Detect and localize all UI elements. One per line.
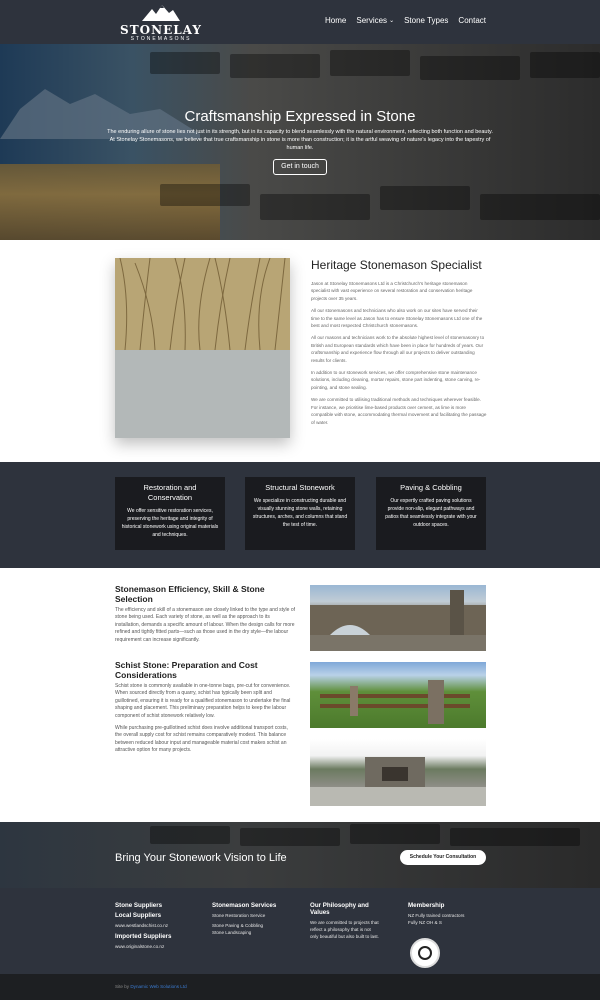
service-title: Structural Stonework [265,483,335,492]
heritage-paragraph: Jason at Stonelay Stonemasons Ltd is a Christchurch's heritage stonemason specialist with vast experience on several restoration and conservation heritage projects over 35 years. [311,281,473,301]
footer-text: NZ Fully trained contractors [408,913,465,918]
stone-wall-graphic [310,585,486,651]
service-text: Our expertly crafted paving solutions provide non-slip, elegant pathways and patios that seamlessly integrate with your outdoor spaces. [385,498,477,528]
footer-text: We are committed to projects that reflect a philosophy that is not only beautiful but also built to last. [310,920,379,939]
site-logo[interactable] [116,5,206,41]
stone-block [450,828,580,846]
fireplace-graphic [310,739,486,806]
heritage-paragraph: We are committed to utilising traditional methods and techniques wherever feasible. For instance, we prioritise lime-based products over cement, as lime is more compatible with stone, accommodating thermal movement and facilitating the passage of water. [311,397,487,425]
main-nav [325,16,486,25]
nav-contact[interactable]: Contact [458,16,486,25]
service-text: We offer sensitive restoration services, preserving the heritage and integrity of historical stonework using original materials and techniques. [121,508,219,538]
footer-link[interactable]: Stone Landscaping [212,930,252,935]
logo-subtitle: STONEMASONS [130,36,192,42]
footer-col-suppliers [115,902,205,950]
logo-name: STONELAY [120,23,202,37]
heritage-paragraph: All our stonemasons and technicians who also work on our sites have served their time to the same level as Jason has to ensure Stonelay Stonemasons Ltd one of the best and most respected Christchurch stonemasons. [311,308,483,329]
stone-block [150,52,220,74]
stone-block [230,54,320,78]
reeds-graphic [115,258,290,350]
stone-block [530,52,600,78]
schist-paragraph: While purchasing pre-guillotined schist does involve additional transport costs, the overall supply cost for schist remains comparatively modest. This balance between reduced labour input and manageable material cost makes schist an attractive option for many projects. [115,725,288,754]
footer-link[interactable]: www.westlandschist.co.nz [115,923,169,928]
site-footer [0,888,600,974]
stone-block [150,826,230,844]
heritage-body [311,280,487,431]
footer-heading: Stonemason Services [212,902,277,909]
nav-stone-types[interactable]: Stone Types [404,16,449,25]
get-in-touch-button[interactable]: Get in touch [273,159,327,175]
stone-block [480,194,600,220]
heritage-image [115,258,290,438]
service-title: Restoration and Conservation [143,483,197,502]
service-card-restoration[interactable] [115,477,225,550]
footer-subheading: Local Suppliers [115,912,162,919]
mountain-logo-icon [142,5,180,21]
footer-text: Fully NZ OH & S [408,920,442,925]
footer-link[interactable]: www.originalstone.co.nz [115,944,165,949]
nav-services-label: Services [356,16,388,25]
nav-services[interactable] [356,16,394,25]
schist-paragraph: Schist stone is commonly available in one-tonne bags, pre-cut for convenience. When sourced directly from a quarry, schist has typically been split and guillotined, ensuring it is ready for a qualified stonemason to undertake the final shaping and placement. This preliminary preparation helps to keep the labour component of schist stonework relatively low. [115,683,291,719]
service-card-structural[interactable] [245,477,355,550]
footer-heading: Our Philosophy and Values [310,902,369,916]
schist-body [115,683,295,760]
hero-section [0,44,600,240]
chevron-down-icon: ⌄ [389,18,395,24]
heritage-title: Heritage Stonemason Specialist [311,258,482,272]
stone-block [240,828,340,846]
stone-wall-photo [310,585,486,651]
hero-title: Craftsmanship Expressed in Stone [184,108,416,125]
footer-col-services [212,902,302,936]
footer-heading: Stone Suppliers [115,902,163,909]
efficiency-text: The efficiency and skill of a stonemason are closely linked to the type and style of stone being used. Each variety of stone, as well as the approach to its installation, demands a specific amount of labour. When the design calls for more refined and tightly fitted parts—such as those used in the dry style—the labour requirement can increase significantly. [115,607,296,643]
stone-block [420,56,520,80]
site-credit [115,984,187,989]
paving-graphic [115,350,290,438]
footer-link[interactable]: Stone Restoration Service [212,913,266,918]
stone-block [330,50,410,76]
schedule-consultation-button[interactable]: Schedule Your Consultation [400,850,486,865]
schist-pillar-photo [310,662,486,728]
stone-block [260,194,370,220]
schist-title: Schist Stone: Preparation and Cost Considerations [115,660,258,680]
footer-link[interactable]: Stone Paving & Cobbling [212,923,264,928]
footer-heading: Membership [408,902,445,909]
service-text: We specialize in constructing durable and visually stunning stone walls, retaining structures, arches, and columns that stand the test of time. [252,498,348,528]
stone-block [380,186,470,210]
credit-link[interactable]: Dynamic Web Solutions Ltd [130,984,187,989]
service-title: Paving & Cobbling [400,483,462,492]
services-section [0,462,600,568]
cta-title: Bring Your Stonework Vision to Life [115,852,287,864]
nav-home[interactable]: Home [325,16,347,25]
outdoor-fireplace-photo [310,739,486,806]
footer-col-membership [408,902,498,926]
footer-col-philosophy [310,902,380,940]
stone-block [160,184,250,206]
cta-section [0,822,600,888]
heritage-paragraph: In addition to our stonework services, we offer comprehensive stone maintenance solutions, including cleaning, mortar repairs, stone part indenting, stone carving, re-pointing, and stone sealing. [311,370,481,390]
footer-subheading: Imported Suppliers [115,933,172,940]
stone-block [350,824,440,844]
efficiency-title: Stonemason Efficiency, Skill & Stone Selection [115,584,265,604]
hero-text: The enduring allure of stone lies not just in its strength, but in its capacity to blend seamlessly with the natural environment, reflecting both function and beauty. At Stonelay Stonemasons, we believe that true craftsmanship in stone is more than construction; it is the artful weaving of nature's legacy into the tapestry of human life. [107,129,493,151]
service-card-paving[interactable] [376,477,486,550]
fence-graphic [310,662,486,728]
credit-prefix: Site by [115,984,130,989]
site-header [0,0,600,44]
bottom-bar [0,974,600,1000]
heritage-paragraph: All our masons and technicians work to the absolute highest level of stonemasonry to British and European standards which have been in place for hundreds of years. Our craftsmanship and experience flow through all our projects to deliver outstanding results for clients. [311,335,485,363]
membership-badge-icon [410,938,440,968]
